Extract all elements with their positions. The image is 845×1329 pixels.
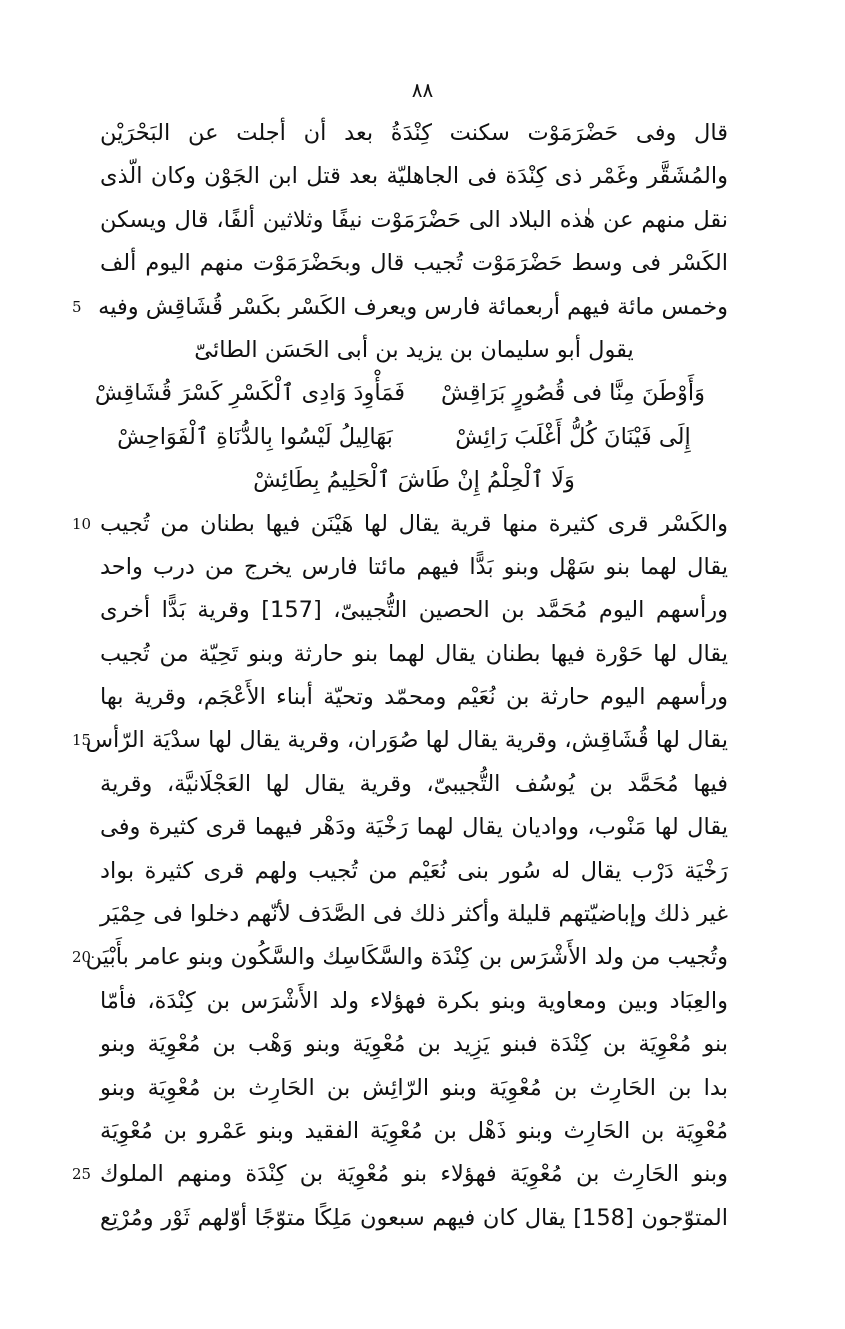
verse-first-hemistich: إِلَى فَيْنَانَ كُلُّ أَغْلَبَ رَائِشْ <box>455 423 691 450</box>
text-line <box>72 936 728 979</box>
text-line <box>100 329 728 372</box>
verse-line <box>100 416 728 459</box>
line-text: الكَسْر فى وسط حَضْرَمَوْت تُجيب قال وبحَضْرَمَوْت منهم اليوم ألف <box>100 250 728 277</box>
line-text: يقول أبو سليمان بن يزيد بن أبى الحَسَن الطائىّ <box>194 336 634 363</box>
page-number: ٨٨ <box>411 78 434 102</box>
line-number: 5 <box>72 297 82 316</box>
text-line <box>100 199 728 242</box>
text-line <box>100 242 728 285</box>
text-line <box>100 1110 728 1153</box>
line-text: والمُشَقَّر وغَمْر ذى كِنْدَة فى الجاهليّة بعد قتل ابن الجَوْن وكان الّذى <box>100 163 728 190</box>
line-text: ورأسهم اليوم حارثة بن نُعَيْم ومحمّد وتحيّة أبناء الأَعْجَم، وقرية بها <box>100 684 728 711</box>
line-text: وبنو الحَارِث بن مُعْوِيَة فهؤلاء بنو مُعْوِيَة بن كِنْدَة ومنهم الملوك <box>100 1161 728 1188</box>
verse-first-hemistich: وَأَوْطَنَ مِنَّا فى قُصُورٍ بَرَاقِشْ <box>441 380 705 407</box>
line-text: والعِبَاد وبين ومعاوية وبنو بكرة فهؤلاء ولد الأَشْرَس بن كِنْدَة، فأمّا <box>100 987 728 1014</box>
text-line <box>100 546 728 589</box>
line-number: 25 <box>72 1165 92 1184</box>
line-text: قال وفى حَضْرَمَوْت سكنت كِنْدَةُ بعد أن أجلت عن البَحْرَيْن <box>100 120 728 146</box>
line-text: رَخْيَة دَرْب يقال له سُور بنى نُعَيْم من تُجيب ولهم قرى كثيرة بواد <box>100 857 728 884</box>
line-text: غير ذلك وإباضيّتهم قليلة وأكثر ذلك فى الصَّدَف لأنّهم دخلوا فى حِمْيَر <box>100 901 728 928</box>
text-line <box>100 112 728 155</box>
line-number: 15 <box>72 731 92 750</box>
text-line <box>100 1197 728 1240</box>
text-line <box>100 155 728 198</box>
line-number: 20 <box>72 948 92 967</box>
text-line <box>100 1067 728 1110</box>
verse-single-line: وَلَا ٱلْحِلْمُ إِنْ طَاشَ ٱلْحَلِيمُ بِطَائِشْ <box>253 467 575 494</box>
verse-line <box>100 459 728 502</box>
text-line <box>100 589 728 632</box>
text-line <box>72 719 728 762</box>
text-line <box>100 676 728 719</box>
text-line <box>72 503 728 546</box>
text-body <box>72 112 728 1240</box>
line-text: وتُجيب من ولد الأَشْرَس بن كِنْدَة والسَّكَاسِك والسَّكُون وبنو عامر بأَبْيَن <box>85 944 728 971</box>
line-text: يقال لها قُشَاقِش، وقرية يقال لها صُوَران، وقرية يقال لها سدْيَة الرّأس <box>85 727 728 754</box>
verse-line <box>94 372 728 415</box>
line-text: وخمس مائة فيهم أربعمائة فارس ويعرف الكَسْر بكَسْر قُشَاقِش وفيه <box>98 293 728 320</box>
line-text: ورأسهم اليوم مُحَمَّد بن الحصين التُّجيبىّ، [157] وقرية بَدًّا أخرى <box>100 597 728 624</box>
text-line <box>100 806 728 849</box>
verse-second-hemistich: بَهَالِيلُ لَيْسُوا بِالدُّنَاةِ ٱلْفَوَاحِشْ <box>117 423 393 450</box>
line-text: فيها مُحَمَّد بن يُوسُف التُّجيبىّ، وقرية يقال لها العَجْلَانيَّة، وقرية <box>100 770 728 797</box>
line-number: 10 <box>72 514 92 533</box>
line-text: يقال لهما بنو سَهْل وبنو بَدًّا فيهم مائتا فارس يخرج من درب واحد <box>100 553 728 580</box>
verse-second-hemistich: فَمَأْوِدَ وَادِى ٱلْكَسْرِ كَسْرَ قُشَاقِشْ <box>94 380 405 407</box>
line-text: يقال لها مَنْوب، وواديان يقال لهما رَخْيَة ودَهْر فيهما قرى كثيرة وفى <box>100 814 728 841</box>
text-line <box>100 1023 728 1066</box>
text-line <box>100 763 728 806</box>
line-text: مُعْوِيَة بن الحَارِث وبنو ذَهْل بن مُعْوِيَة الفقيد وبنو عَمْرو بن مُعْوِيَة <box>100 1117 728 1144</box>
line-text: والكَسْر قرى كثيرة منها قرية يقال لها هَيْنَن فيها بطنان من تُجيب <box>100 510 728 537</box>
line-text: نقل منهم عن هٰذه البلاد الى حَضْرَمَوْت نيفًا وثلاثين ألفًا، قال ويسكن <box>100 206 728 233</box>
text-line <box>100 980 728 1023</box>
line-text: بنو مُعْوِيَة بن كِنْدَة فبنو يَزِيد بن مُعْوِيَة وبنو وَهْب بن مُعْوِيَة وبنو <box>100 1031 728 1058</box>
line-text: بدا بن الحَارِث بن مُعْوِيَة وبنو الرّائِش بن الحَارِث بن مُعْوِيَة وبنو <box>100 1074 728 1101</box>
line-text: يقال لها حَوْرة فيها بطنان يقال لهما بنو حارثة وبنو تَحِيّة من تُجيب <box>100 640 728 667</box>
line-text: المتوّجون [158] يقال كان فيهم سبعون مَلِكًا متوّجًا أوّلهم ثَوْر ومُرْتِع <box>100 1204 728 1231</box>
text-line <box>72 1153 728 1196</box>
text-line <box>100 850 728 893</box>
text-line <box>72 286 728 329</box>
text-line <box>100 633 728 676</box>
text-line <box>100 893 728 936</box>
